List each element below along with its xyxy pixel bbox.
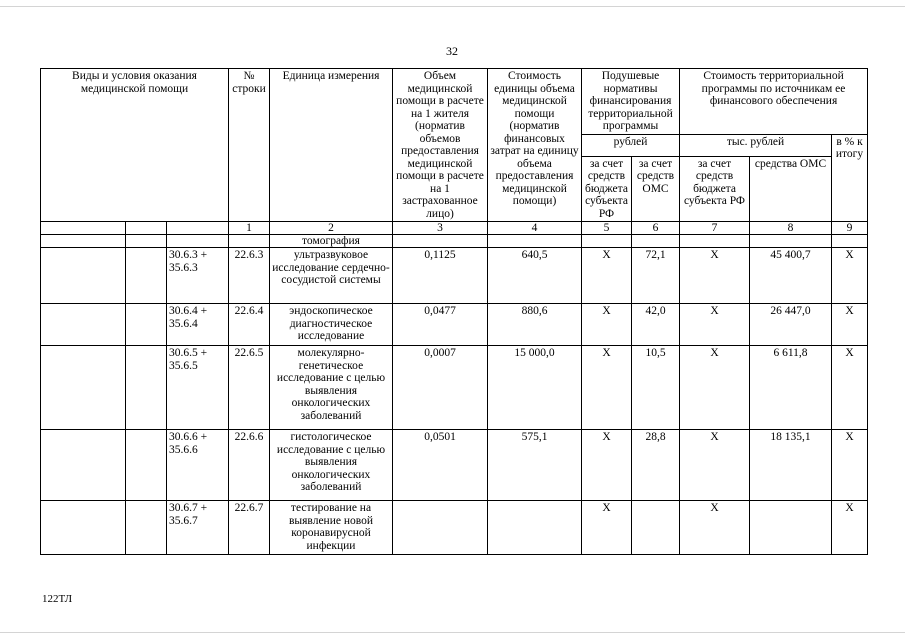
unit-cell: гистологическое исследование с целью выявления онкологических заболеваний xyxy=(270,430,393,501)
unit-cell: молекулярно-генетическое исследование с целью выявления онкологических заболеваний xyxy=(270,346,393,430)
c8-cell: 45 400,7 xyxy=(750,248,832,304)
ref-cell: 30.6.3 + 35.6.3 xyxy=(167,248,229,304)
c9-cell: Х xyxy=(832,304,868,346)
volume-cell xyxy=(393,501,488,555)
cost-cell: 640,5 xyxy=(488,248,582,304)
line-cell: 22.6.6 xyxy=(229,430,270,501)
col-num: 1 xyxy=(229,222,270,235)
c6-cell: 72,1 xyxy=(632,248,680,304)
blank-cell xyxy=(41,235,126,248)
c6-cell xyxy=(632,501,680,555)
c8-cell xyxy=(750,501,832,555)
blank-cell xyxy=(126,235,167,248)
unit-cell: эндоскопическое диагностическое исследование xyxy=(270,304,393,346)
table-row xyxy=(41,248,868,304)
c6-cell: 42,0 xyxy=(632,304,680,346)
header-kinds: Виды и условия оказания медицинской помощи xyxy=(41,69,229,222)
col-num: 6 xyxy=(632,222,680,235)
col-num: 5 xyxy=(582,222,632,235)
line-cell: 22.6.5 xyxy=(229,346,270,430)
c6-cell: 28,8 xyxy=(632,430,680,501)
scan-edge-top xyxy=(0,6,905,7)
c5-cell: Х xyxy=(582,304,632,346)
line-cell: 22.6.7 xyxy=(229,501,270,555)
col-num: 4 xyxy=(488,222,582,235)
footer-code: 122ТЛ xyxy=(42,593,73,605)
col-num: 8 xyxy=(750,222,832,235)
table-row xyxy=(41,346,868,430)
blank-cell xyxy=(41,430,126,501)
blank-cell xyxy=(41,304,126,346)
header-thousand-rubles: тыс. рублей xyxy=(680,134,832,156)
blank-cell xyxy=(393,235,488,248)
cost-cell: 15 000,0 xyxy=(488,346,582,430)
c7-cell: Х xyxy=(680,430,750,501)
financing-table xyxy=(40,68,868,555)
unit-cell: тестирование на выявление новой коронавирусной инфекции xyxy=(270,501,393,555)
line-cell: 22.6.4 xyxy=(229,304,270,346)
blank-cell xyxy=(488,235,582,248)
continuation-text: томография xyxy=(270,235,393,248)
header-volume: Объем медицинской помощи в расчете на 1 жителя (норматив объемов предоставления медицинской помощи в расчете на 1 застрахованное лицо) xyxy=(393,69,488,222)
header-unit: Единица измерения xyxy=(270,69,393,222)
c7-cell: Х xyxy=(680,248,750,304)
cost-cell: 880,6 xyxy=(488,304,582,346)
col-num: 3 xyxy=(393,222,488,235)
header-oms-funds: средства ОМС xyxy=(750,156,832,222)
c6-cell: 10,5 xyxy=(632,346,680,430)
blank-cell xyxy=(832,235,868,248)
c5-cell: Х xyxy=(582,248,632,304)
table-row xyxy=(41,430,868,501)
blank-cell xyxy=(41,346,126,430)
table-row xyxy=(41,501,868,555)
col-num: 9 xyxy=(832,222,868,235)
col-num-blank xyxy=(167,222,229,235)
header-row-1 xyxy=(41,69,868,135)
blank-cell xyxy=(126,346,167,430)
ref-cell: 30.6.6 + 35.6.6 xyxy=(167,430,229,501)
blank-cell xyxy=(582,235,632,248)
c9-cell: Х xyxy=(832,430,868,501)
blank-cell xyxy=(632,235,680,248)
blank-cell xyxy=(229,235,270,248)
header-row-no: № строки xyxy=(229,69,270,222)
continuation-row xyxy=(41,235,868,248)
col-num: 2 xyxy=(270,222,393,235)
blank-cell xyxy=(680,235,750,248)
scan-edge-bottom xyxy=(0,632,905,633)
blank-cell xyxy=(167,235,229,248)
ref-cell: 30.6.5 + 35.6.5 xyxy=(167,346,229,430)
line-cell: 22.6.3 xyxy=(229,248,270,304)
header-cost: Стоимость единицы объема медицинской помощи (норматив финансовых затрат на единицу объема предоставления медицинской помощи) xyxy=(488,69,582,222)
c9-cell: Х xyxy=(832,346,868,430)
c7-cell: Х xyxy=(680,501,750,555)
c5-cell: Х xyxy=(582,430,632,501)
cost-cell xyxy=(488,501,582,555)
c8-cell: 26 447,0 xyxy=(750,304,832,346)
cost-cell: 575,1 xyxy=(488,430,582,501)
c7-cell: Х xyxy=(680,346,750,430)
blank-cell xyxy=(126,501,167,555)
blank-cell xyxy=(750,235,832,248)
unit-cell: ультразвуковое исследование сердечно-сосудистой системы xyxy=(270,248,393,304)
volume-cell: 0,0501 xyxy=(393,430,488,501)
table-row xyxy=(41,304,868,346)
c9-cell: Х xyxy=(832,248,868,304)
header-budget-rf: за счет средств бюджета субъекта РФ xyxy=(582,156,632,222)
volume-cell: 0,0007 xyxy=(393,346,488,430)
c5-cell: Х xyxy=(582,346,632,430)
c7-cell: Х xyxy=(680,304,750,346)
header-budget-rf-2: за счет средств бюджета субъекта РФ xyxy=(680,156,750,222)
column-number-row xyxy=(41,222,868,235)
ref-cell: 30.6.4 + 35.6.4 xyxy=(167,304,229,346)
blank-cell xyxy=(126,304,167,346)
col-num: 7 xyxy=(680,222,750,235)
c8-cell: 6 611,8 xyxy=(750,346,832,430)
c5-cell: Х xyxy=(582,501,632,555)
blank-cell xyxy=(41,501,126,555)
blank-cell xyxy=(126,248,167,304)
header-per-capita: Подушевые нормативы финансирования территориальной программы xyxy=(582,69,680,135)
header-percent: в % к итогу xyxy=(832,134,868,222)
page-number: 32 xyxy=(446,44,458,58)
col-num-blank xyxy=(41,222,126,235)
blank-cell xyxy=(41,248,126,304)
c8-cell: 18 135,1 xyxy=(750,430,832,501)
ref-cell: 30.6.7 + 35.6.7 xyxy=(167,501,229,555)
header-rubles: рублей xyxy=(582,134,680,156)
c9-cell: Х xyxy=(832,501,868,555)
volume-cell: 0,1125 xyxy=(393,248,488,304)
header-oms: за счет средств ОМС xyxy=(632,156,680,222)
col-num-blank xyxy=(126,222,167,235)
volume-cell: 0,0477 xyxy=(393,304,488,346)
blank-cell xyxy=(126,430,167,501)
header-total-cost: Стоимость территориальной программы по источникам ее финансового обеспечения xyxy=(680,69,868,135)
